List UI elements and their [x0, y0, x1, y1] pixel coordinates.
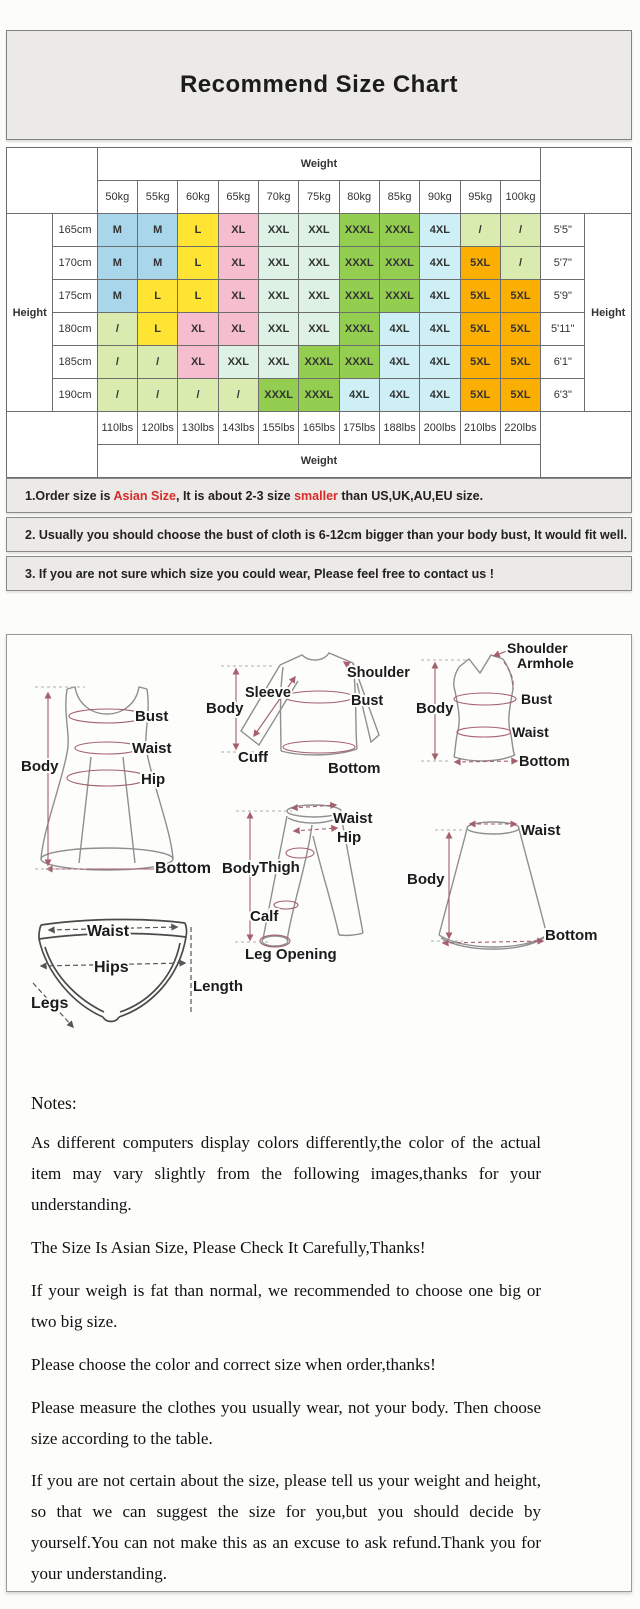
size-cell: 4XL [420, 280, 460, 313]
size-cell: XL [218, 313, 258, 346]
diagram-label-pants-thigh: Thigh [259, 859, 300, 876]
diagram-label-briefs-legs: Legs [31, 995, 69, 1012]
notes-paragraph: Please measure the clothes you usually wear, not your body. Then choose size according to the table. [31, 1397, 541, 1448]
weight-lbs-cell: 175lbs [339, 412, 379, 445]
size-cell: 4XL [420, 214, 460, 247]
diagram-label-shirt-body: Body [206, 700, 244, 717]
weight-lbs-cell: 210lbs [460, 412, 500, 445]
size-cell: 5XL [460, 313, 500, 346]
weight-kg-cell: 70kg [258, 181, 298, 214]
notes-paragraph: As different computers display colors differently,the color of the actual item may vary slightly from the following images,thanks for your understanding. [31, 1133, 541, 1214]
diagram-label-shirt-bust: Bust [351, 693, 384, 709]
size-cell: 5XL [460, 346, 500, 379]
height-ft-cell: 5'9" [541, 280, 585, 313]
size-cell: XXL [258, 247, 298, 280]
size-cell: M [138, 247, 178, 280]
size-cell: / [218, 379, 258, 412]
weight-footer-cell: Weight [97, 445, 540, 478]
size-cell: / [97, 379, 137, 412]
size-cell: XXXL [339, 214, 379, 247]
size-cell: XL [218, 247, 258, 280]
size-cell: XXXL [258, 379, 298, 412]
diagram-label-shirt-sleeve: Sleeve [245, 685, 291, 701]
bottom-notes [7, 1035, 631, 1590]
weight-kg-cell: 85kg [379, 181, 419, 214]
size-table [6, 147, 632, 478]
size-cell: / [138, 379, 178, 412]
size-cell: 4XL [379, 379, 419, 412]
weight-kg-cell: 55kg [138, 181, 178, 214]
table-row [7, 379, 632, 412]
size-cell: XXXL [339, 346, 379, 379]
diagram-label-pants-waist: Waist [333, 810, 373, 827]
size-cell: XXL [258, 346, 298, 379]
size-cell: L [138, 313, 178, 346]
size-cell: 5XL [460, 247, 500, 280]
height-ft-cell: 5'5" [541, 214, 585, 247]
notice-segment: than US,UK,AU,EU size. [337, 488, 484, 503]
diagram-label-shirt-cuff: Cuff [238, 749, 268, 766]
size-cell: XXXL [379, 280, 419, 313]
diagram-label-skirt-body: Body [407, 871, 445, 888]
diagram-label-vest-waist: Waist [512, 724, 549, 740]
size-table-body [7, 148, 632, 478]
weight-lbs-cell: 130lbs [178, 412, 218, 445]
notes-paragraph: Please choose the color and correct size when order,thanks! [31, 1354, 436, 1374]
diagram-label-dress-body: Body [21, 758, 59, 775]
notice-text [25, 489, 483, 503]
page-title: Recommend Size Chart [179, 71, 459, 98]
size-cell: 4XL [420, 379, 460, 412]
weight-lbs-cell: 110lbs [97, 412, 137, 445]
size-cell: 5XL [460, 379, 500, 412]
size-cell: 5XL [500, 280, 540, 313]
weight-lbs-cell: 165lbs [299, 412, 339, 445]
weight-lbs-cell: 188lbs [379, 412, 419, 445]
size-cell: M [97, 280, 137, 313]
weight-kg-cell: 100kg [500, 181, 540, 214]
diagram-label-vest-body: Body [416, 700, 454, 717]
corner-cell [7, 412, 98, 478]
size-cell: / [178, 379, 218, 412]
size-cell: M [97, 214, 137, 247]
size-cell: XL [178, 313, 218, 346]
size-cell: L [178, 214, 218, 247]
notice-segment: Asian Size [113, 488, 177, 503]
height-label-right: Height [585, 214, 632, 412]
notes-paragraph: The Size Is Asian Size, Please Check It Carefully,Thanks! [31, 1237, 426, 1257]
size-cell: / [97, 313, 137, 346]
height-label-left: Height [7, 214, 53, 412]
diagram-label-briefs-hips: Hips [94, 959, 129, 976]
size-cell: XXXL [299, 346, 339, 379]
weight-lbs-cell: 200lbs [420, 412, 460, 445]
diagram-label-pants-body: Body [222, 860, 260, 877]
height-ft-cell: 6'1" [541, 346, 585, 379]
size-cell: / [500, 247, 540, 280]
notice-box [6, 478, 632, 513]
table-row [7, 346, 632, 379]
notice-segment: smaller [294, 488, 338, 503]
notice-text [25, 528, 627, 542]
size-cell: 4XL [420, 247, 460, 280]
size-cell: 5XL [500, 313, 540, 346]
diagram-label-pants-leg-opening: Leg Opening [245, 946, 337, 963]
diagram-label-briefs-length: Length [193, 978, 243, 995]
notes-paragraph: If you are not certain about the size, please tell us your weight and height, so that we can suggest the size for you,but you should decide by yourself.You can not make this as an excuse to ask refund.Thank you for your understanding. [31, 1471, 541, 1584]
weight-kg-cell: 90kg [420, 181, 460, 214]
size-cell: / [138, 346, 178, 379]
size-cell: / [460, 214, 500, 247]
skirt-diagram [431, 822, 547, 949]
size-cell: 4XL [339, 379, 379, 412]
diagram-label-dress-bust: Bust [135, 708, 169, 725]
garment-measure-diagrams [7, 635, 631, 1035]
weight-kg-cell: 95kg [460, 181, 500, 214]
size-cell: 5XL [460, 280, 500, 313]
size-cell: 4XL [379, 313, 419, 346]
size-cell: / [500, 214, 540, 247]
size-cell: XXL [299, 313, 339, 346]
measure-guide-box [6, 634, 632, 1592]
notice-segment: , It is about 2-3 size [176, 488, 295, 503]
table-row [7, 214, 632, 247]
notice-box [6, 556, 632, 591]
height-cm-cell: 190cm [53, 379, 97, 412]
height-cm-cell: 165cm [53, 214, 97, 247]
diagram-label-dress-hip: Hip [141, 771, 166, 788]
diagram-label-skirt-bottom: Bottom [545, 927, 598, 944]
size-cell: / [97, 346, 137, 379]
size-cell: 4XL [379, 346, 419, 379]
size-cell: XXL [218, 346, 258, 379]
table-row [7, 181, 632, 214]
size-cell: 5XL [500, 346, 540, 379]
diagram-label-vest-bust: Bust [521, 691, 553, 707]
title-box [6, 30, 632, 140]
weight-kg-cell: 75kg [299, 181, 339, 214]
notice-segment: 2. Usually you should choose the bust of cloth is 6-12cm bigger than your body bust, It would fit well. [25, 527, 628, 542]
height-ft-cell: 6'3" [541, 379, 585, 412]
size-cell: 5XL [500, 379, 540, 412]
size-cell: XL [218, 214, 258, 247]
diagram-label-briefs-waist: Waist [87, 923, 130, 940]
size-cell: XXL [299, 247, 339, 280]
corner-cell [541, 412, 632, 478]
diagram-label-dress-bottom: Bottom [155, 860, 211, 877]
weight-kg-cell: 60kg [178, 181, 218, 214]
height-cm-cell: 175cm [53, 280, 97, 313]
table-row [7, 280, 632, 313]
notes-paragraphs [31, 1128, 541, 1590]
notice-segment: 1.Order size is [25, 488, 114, 503]
size-cell: XXXL [379, 247, 419, 280]
table-row [7, 445, 632, 478]
diagram-label-vest-bottom: Bottom [519, 754, 570, 770]
height-ft-cell: 5'7" [541, 247, 585, 280]
diagram-label-shirt-bottom: Bottom [328, 760, 381, 777]
size-cell: XL [178, 346, 218, 379]
diagram-label-vest-shoulder: Shoulder [507, 640, 568, 656]
size-cell: L [178, 247, 218, 280]
size-cell: XXL [299, 280, 339, 313]
diagram-label-dress-waist: Waist [132, 740, 172, 757]
size-cell: XXL [299, 214, 339, 247]
size-cell: XXL [258, 280, 298, 313]
size-cell: XXXL [339, 247, 379, 280]
size-cell: XL [218, 280, 258, 313]
size-cell: XXXL [339, 313, 379, 346]
notice-text [25, 567, 494, 581]
weight-header-cell: Weight [97, 148, 540, 181]
diagram-label-pants-hip: Hip [337, 829, 362, 846]
height-cm-cell: 180cm [53, 313, 97, 346]
size-cell: 4XL [420, 313, 460, 346]
weight-lbs-cell: 143lbs [218, 412, 258, 445]
height-cm-cell: 170cm [53, 247, 97, 280]
table-row [7, 412, 632, 445]
table-row [7, 313, 632, 346]
table-row [7, 148, 632, 181]
size-cell: XXL [258, 313, 298, 346]
size-cell: XXXL [379, 214, 419, 247]
notes-heading: Notes: [31, 1093, 77, 1113]
size-cell: L [178, 280, 218, 313]
weight-kg-cell: 65kg [218, 181, 258, 214]
size-cell: M [138, 214, 178, 247]
weight-lbs-cell: 155lbs [258, 412, 298, 445]
weight-kg-cell: 50kg [97, 181, 137, 214]
weight-lbs-cell: 120lbs [138, 412, 178, 445]
size-cell: XXXL [339, 280, 379, 313]
height-cm-cell: 185cm [53, 346, 97, 379]
notes-paragraph: If your weigh is fat than normal, we recommended to choose one big or two big size. [31, 1280, 541, 1331]
size-cell: L [138, 280, 178, 313]
diagram-label-vest-armhole: Armhole [517, 655, 574, 671]
table-row [7, 247, 632, 280]
weight-lbs-cell: 220lbs [500, 412, 540, 445]
height-ft-cell: 5'11" [541, 313, 585, 346]
diagram-label-shirt-shoulder: Shoulder [347, 665, 410, 681]
size-cell: 4XL [420, 346, 460, 379]
weight-kg-cell: 80kg [339, 181, 379, 214]
corner-cell [541, 148, 632, 214]
size-cell: M [97, 247, 137, 280]
diagram-label-pants-calf: Calf [250, 908, 279, 925]
notice-segment: 3. If you are not sure which size you could wear, Please feel free to contact us ! [25, 566, 494, 581]
notice-box [6, 517, 632, 552]
corner-cell [7, 148, 98, 214]
size-cell: XXL [258, 214, 298, 247]
size-cell: XXXL [299, 379, 339, 412]
diagram-label-skirt-waist: Waist [521, 822, 561, 839]
